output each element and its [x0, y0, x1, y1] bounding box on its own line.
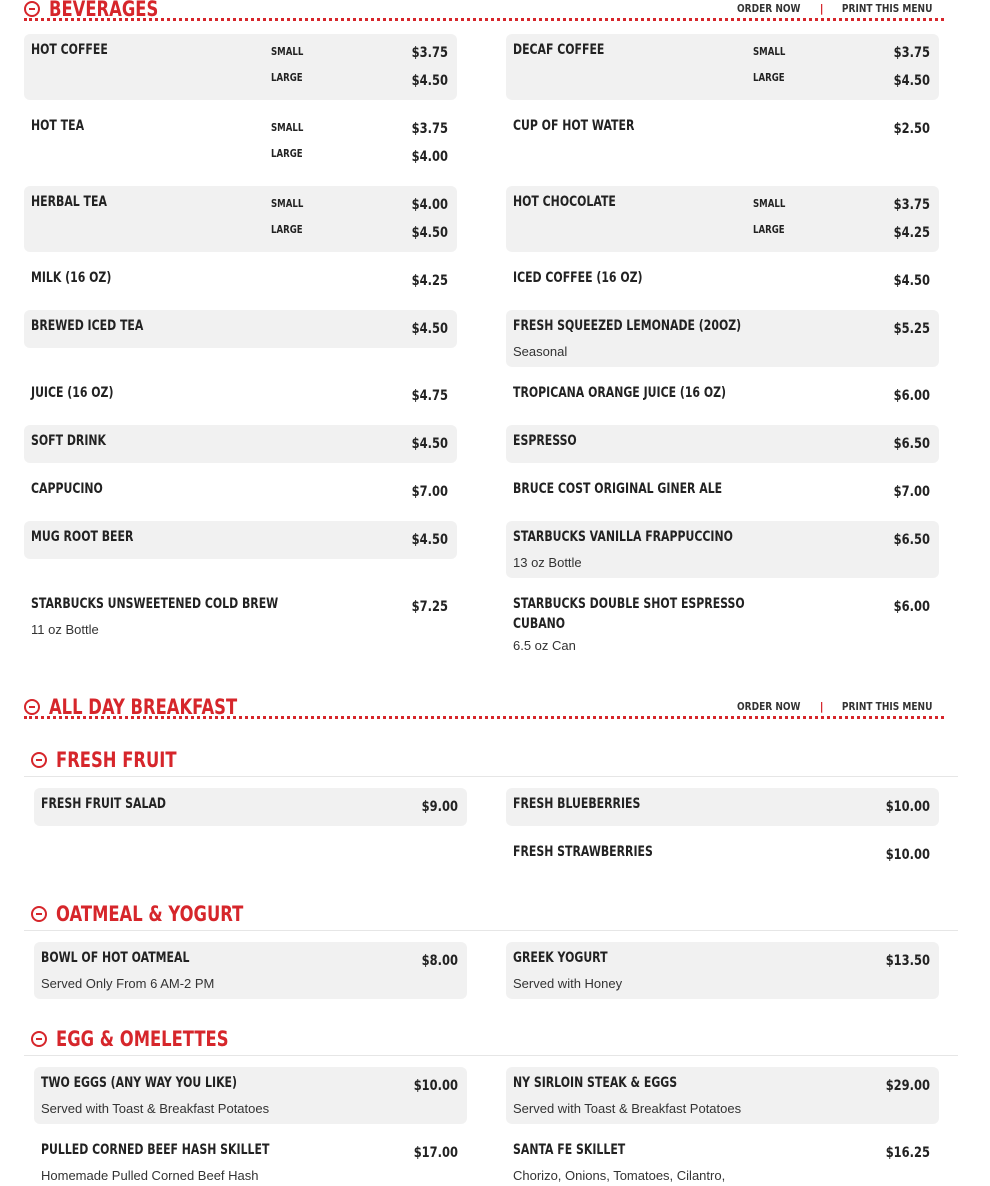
menu-item[interactable]: [506, 473, 939, 511]
item-price: $7.00: [893, 484, 930, 500]
item-name: PULLED CORNED BEEF HASH SKILLET: [41, 1142, 270, 1158]
section-header-beverages: [24, 0, 944, 21]
collapse-icon[interactable]: [31, 752, 47, 768]
menu-item[interactable]: [506, 588, 939, 660]
item-name: NY SIRLOIN STEAK & EGGS: [513, 1075, 678, 1091]
item-price: $9.00: [421, 799, 458, 815]
item-price: $4.50: [411, 321, 448, 337]
menu-item[interactable]: [506, 942, 939, 999]
section-title: ALL DAY BREAKFAST: [49, 695, 238, 719]
size-label: LARGE: [271, 147, 303, 160]
item-name: TROPICANA ORANGE JUICE (16 OZ): [513, 385, 727, 401]
item-description: Served with Honey: [513, 976, 623, 991]
item-name: MILK (16 OZ): [31, 270, 112, 286]
item-name: HOT TEA: [31, 118, 85, 134]
item-price: $10.00: [885, 847, 930, 863]
item-price: $3.75: [411, 121, 448, 137]
menu-item[interactable]: [24, 473, 457, 511]
item-price: $6.00: [893, 599, 930, 615]
size-label: LARGE: [753, 71, 785, 84]
item-name: FRESH FRUIT SALAD: [41, 796, 166, 812]
menu-item[interactable]: [506, 34, 939, 100]
section-links: [730, 0, 942, 19]
item-price: $29.00: [885, 1078, 930, 1094]
subsection-title: FRESH FRUIT: [56, 748, 177, 772]
collapse-icon[interactable]: [31, 1031, 47, 1047]
collapse-icon[interactable]: [24, 699, 40, 715]
item-price: $8.00: [421, 953, 458, 969]
item-name: DECAF COFFEE: [513, 42, 605, 58]
item-description: Chorizo, Onions, Tomatoes, Cilantro,: [513, 1168, 726, 1183]
item-name: SANTA FE SKILLET: [513, 1142, 626, 1158]
size-label: SMALL: [753, 45, 786, 58]
menu-item[interactable]: [506, 262, 939, 300]
item-name: ESPRESSO: [513, 433, 577, 449]
item-name: SOFT DRINK: [31, 433, 107, 449]
menu-item[interactable]: [34, 1067, 467, 1124]
item-price: $7.00: [411, 484, 448, 500]
link-separator: |: [819, 699, 824, 713]
item-name: BRUCE COST ORIGINAL GINER ALE: [513, 481, 723, 497]
menu-item[interactable]: [506, 788, 939, 826]
menu-item[interactable]: [506, 1134, 939, 1186]
item-price: $3.75: [411, 45, 448, 61]
menu-item[interactable]: [506, 377, 939, 415]
menu-item[interactable]: [34, 788, 467, 826]
collapse-icon[interactable]: [31, 906, 47, 922]
item-price: $4.00: [411, 149, 448, 165]
subsection-title: EGG & OMELETTES: [56, 1027, 229, 1051]
menu-item[interactable]: [506, 521, 939, 578]
item-name: HERBAL TEA: [31, 194, 107, 210]
subsection-header-oatmeal-yogurt: [24, 901, 958, 931]
item-name: FRESH STRAWBERRIES: [513, 844, 653, 860]
menu-item[interactable]: [506, 186, 939, 252]
item-price: $4.75: [411, 388, 448, 404]
item-name: ICED COFFEE (16 OZ): [513, 270, 643, 286]
collapse-icon[interactable]: [24, 1, 40, 17]
item-price: $4.25: [893, 225, 930, 241]
item-price: $4.50: [893, 273, 930, 289]
size-label: SMALL: [271, 45, 304, 58]
menu-item[interactable]: [34, 1134, 467, 1186]
item-name: BREWED ICED TEA: [31, 318, 144, 334]
item-name: HOT COFFEE: [31, 42, 108, 58]
item-name: CUP OF HOT WATER: [513, 118, 635, 134]
menu-item[interactable]: [24, 425, 457, 463]
order-now-link[interactable]: ORDER NOW: [737, 699, 801, 713]
size-label: LARGE: [271, 71, 303, 84]
menu-item[interactable]: [24, 34, 457, 100]
item-price: $4.50: [411, 225, 448, 241]
item-price: $6.00: [893, 388, 930, 404]
menu-item[interactable]: [506, 1067, 939, 1124]
item-description: Served Only From 6 AM-2 PM: [41, 976, 215, 991]
item-price: $6.50: [893, 436, 930, 452]
item-price: $4.50: [411, 73, 448, 89]
item-description: 6.5 oz Can: [513, 638, 576, 653]
item-price: $10.00: [413, 1078, 458, 1094]
item-name: FRESH SQUEEZED LEMONADE (20OZ): [513, 318, 742, 334]
item-description: Seasonal: [513, 344, 568, 359]
item-price: $6.50: [893, 532, 930, 548]
item-description: Served with Toast & Breakfast Potatoes: [41, 1101, 270, 1116]
section-header-breakfast: [24, 695, 944, 719]
item-name: STARBUCKS DOUBLE SHOT ESPRESSO CUBANO: [513, 596, 745, 632]
size-label: SMALL: [271, 121, 304, 134]
item-name: BOWL OF HOT OATMEAL: [41, 950, 190, 966]
item-price: $2.50: [893, 121, 930, 137]
item-name: JUICE (16 OZ): [31, 385, 114, 401]
item-price: $16.25: [885, 1145, 930, 1161]
order-now-link[interactable]: ORDER NOW: [737, 1, 801, 15]
item-price: $3.75: [893, 197, 930, 213]
size-label: LARGE: [271, 223, 303, 236]
section-links: [730, 695, 942, 717]
subsection-header-eggs: [24, 1026, 958, 1056]
item-description: 13 oz Bottle: [513, 555, 582, 570]
item-name: MUG ROOT BEER: [31, 529, 134, 545]
item-name: HOT CHOCOLATE: [513, 194, 616, 210]
menu-item[interactable]: [24, 262, 457, 300]
size-label: LARGE: [753, 223, 785, 236]
menu-item[interactable]: [24, 377, 457, 415]
item-price: $5.25: [893, 321, 930, 337]
item-name: STARBUCKS UNSWEETENED COLD BREW: [31, 596, 279, 612]
subsection-title: OATMEAL & YOGURT: [56, 902, 244, 926]
menu-item[interactable]: [24, 588, 457, 645]
item-name: STARBUCKS VANILLA FRAPPUCCINO: [513, 529, 733, 545]
item-price: $4.00: [411, 197, 448, 213]
item-price: $4.50: [893, 73, 930, 89]
item-price: $3.75: [893, 45, 930, 61]
print-menu-link[interactable]: PRINT THIS MENU: [841, 1, 933, 15]
item-price: $4.50: [411, 532, 448, 548]
item-price: $10.00: [885, 799, 930, 815]
item-name: FRESH BLUEBERRIES: [513, 796, 641, 812]
item-price: $7.25: [411, 599, 448, 615]
item-name: GREEK YOGURT: [513, 950, 608, 966]
size-label: SMALL: [271, 197, 304, 210]
item-description: 11 oz Bottle: [31, 622, 99, 637]
menu-item[interactable]: [506, 425, 939, 463]
item-price: $4.50: [411, 436, 448, 452]
menu-item[interactable]: [506, 110, 939, 176]
menu-item[interactable]: [506, 310, 939, 367]
item-description: Homemade Pulled Corned Beef Hash: [41, 1168, 259, 1183]
menu-item[interactable]: [24, 110, 457, 176]
size-label: SMALL: [753, 197, 786, 210]
menu-item[interactable]: [506, 836, 939, 874]
section-title: BEVERAGES: [49, 0, 159, 21]
item-price: $17.00: [413, 1145, 458, 1161]
subsection-header-fresh-fruit: [24, 747, 958, 777]
menu-item[interactable]: [24, 310, 457, 348]
print-menu-link[interactable]: PRINT THIS MENU: [841, 699, 933, 713]
item-description: Served with Toast & Breakfast Potatoes: [513, 1101, 742, 1116]
menu-item[interactable]: [24, 521, 457, 559]
item-name: TWO EGGS (ANY WAY YOU LIKE): [41, 1075, 237, 1091]
menu-item[interactable]: [24, 186, 457, 252]
item-price: $13.50: [885, 953, 930, 969]
link-separator: |: [819, 1, 824, 15]
item-name: CAPPUCINO: [31, 481, 103, 497]
menu-item[interactable]: [34, 942, 467, 999]
item-price: $4.25: [411, 273, 448, 289]
